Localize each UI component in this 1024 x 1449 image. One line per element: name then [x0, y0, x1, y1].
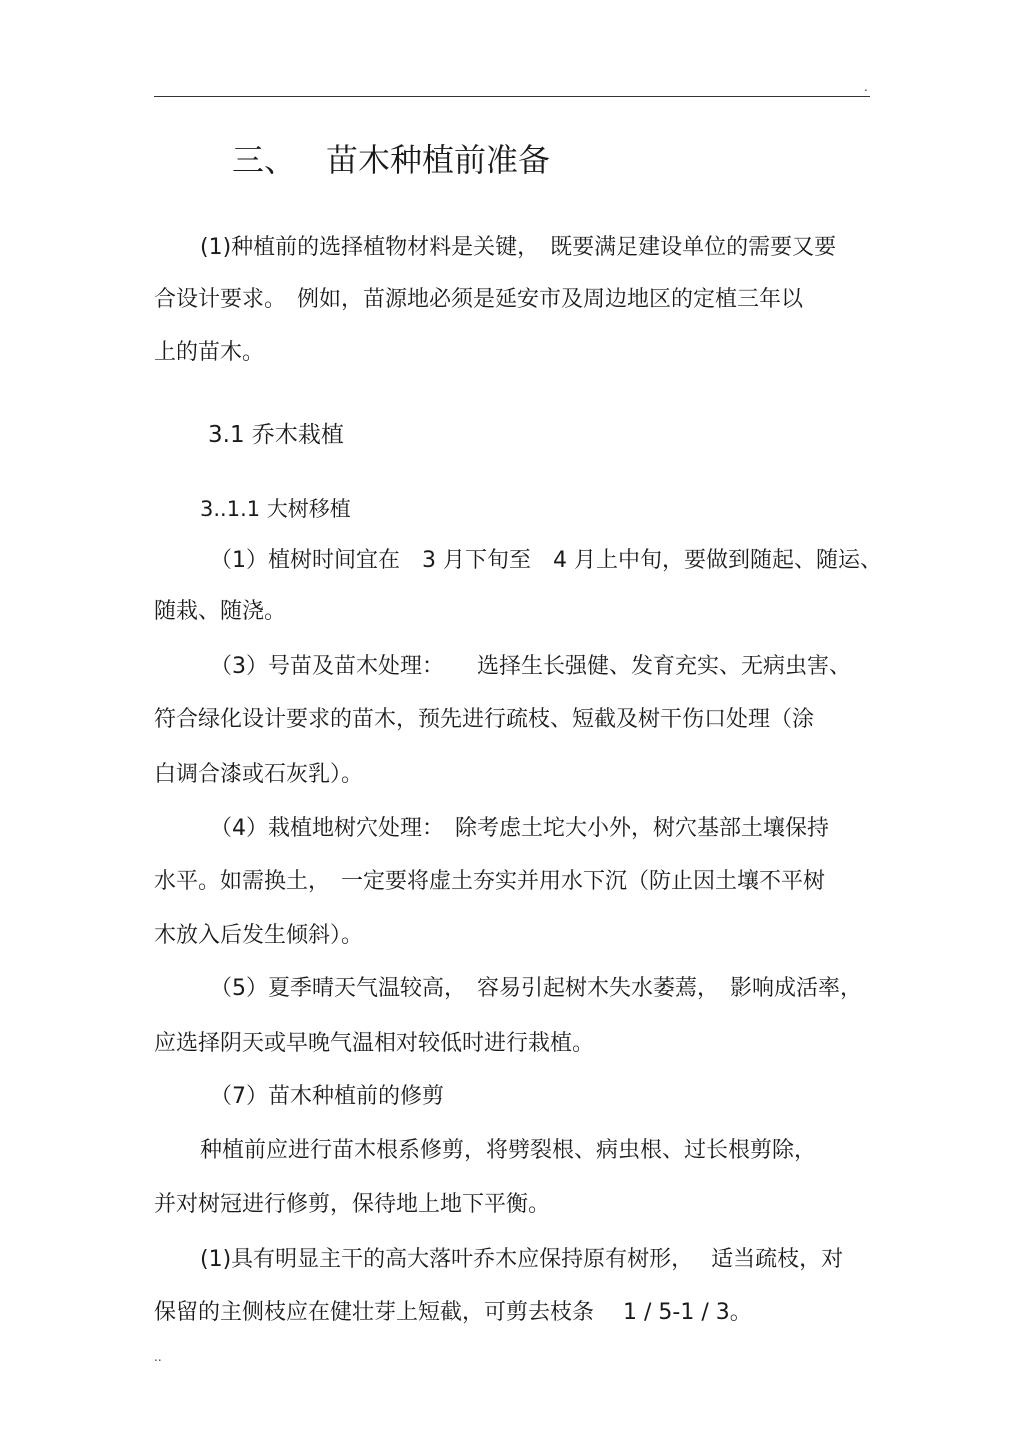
body-line: 应选择阴天或早晚气温相对较低时进行栽植。: [154, 1031, 595, 1056]
footer-mark: ..: [154, 1350, 162, 1364]
paragraph-line: (1)种植前的选择植物材料是关键， 既要满足建设单位的需要又要: [200, 235, 837, 260]
page-title: [232, 140, 550, 180]
body-line: 随栽、随浇。: [154, 599, 287, 624]
paragraph-line: 上的苗木。: [154, 340, 265, 365]
paragraph-line: 合设计要求。 例如，苗源地必须是延安市及周边地区的定植三年以: [154, 287, 804, 312]
body-line: （7）苗木种植前的修剪: [210, 1084, 444, 1109]
header-mark: .: [864, 80, 868, 94]
body-line: (1)具有明显主干的高大落叶乔木应保持原有树形， 适当疏枝，对: [200, 1247, 844, 1272]
body-line: 并对树冠进行修剪，保待地上地下平衡。: [154, 1192, 551, 1217]
body-line: 水平。如需换土， 一定要将虚土夯实并用水下沉（防止因土壤不平树: [154, 869, 826, 894]
subsection-heading: 3..1.1 大树移植: [200, 497, 351, 521]
body-line: 木放入后发生倾斜）。: [154, 923, 364, 948]
section-heading: 3.1 乔木栽植: [208, 422, 344, 448]
heading-title: 苗木种植前准备: [326, 141, 551, 179]
body-line: （1）植树时间宜在 3 月下旬至 4 月上中旬，要做到随起、随运、: [210, 548, 882, 573]
body-line: 保留的主侧枝应在健壮芽上短截，可剪去枝条 1 / 5-1 / 3。: [154, 1300, 752, 1325]
body-line: 符合绿化设计要求的苗木，预先进行疏枝、短截及树干伤口处理（涂: [154, 707, 815, 732]
body-line: （5）夏季晴天气温较高， 容易引起树木失水萎蔫， 影响成活率，: [210, 976, 862, 1001]
header-rule: [154, 96, 870, 97]
body-line: （3）号苗及苗木处理： 选择生长强健、发育充实、无病虫害、: [210, 654, 851, 679]
body-line: （4）栽植地树穴处理： 除考虑土坨大小外，树穴基部土壤保持: [210, 816, 829, 841]
body-line: 种植前应进行苗木根系修剪，将劈裂根、病虫根、过长根剪除，: [200, 1138, 817, 1163]
body-line: 白调合漆或石灰乳）。: [154, 762, 364, 787]
heading-number: 三、: [232, 141, 297, 179]
